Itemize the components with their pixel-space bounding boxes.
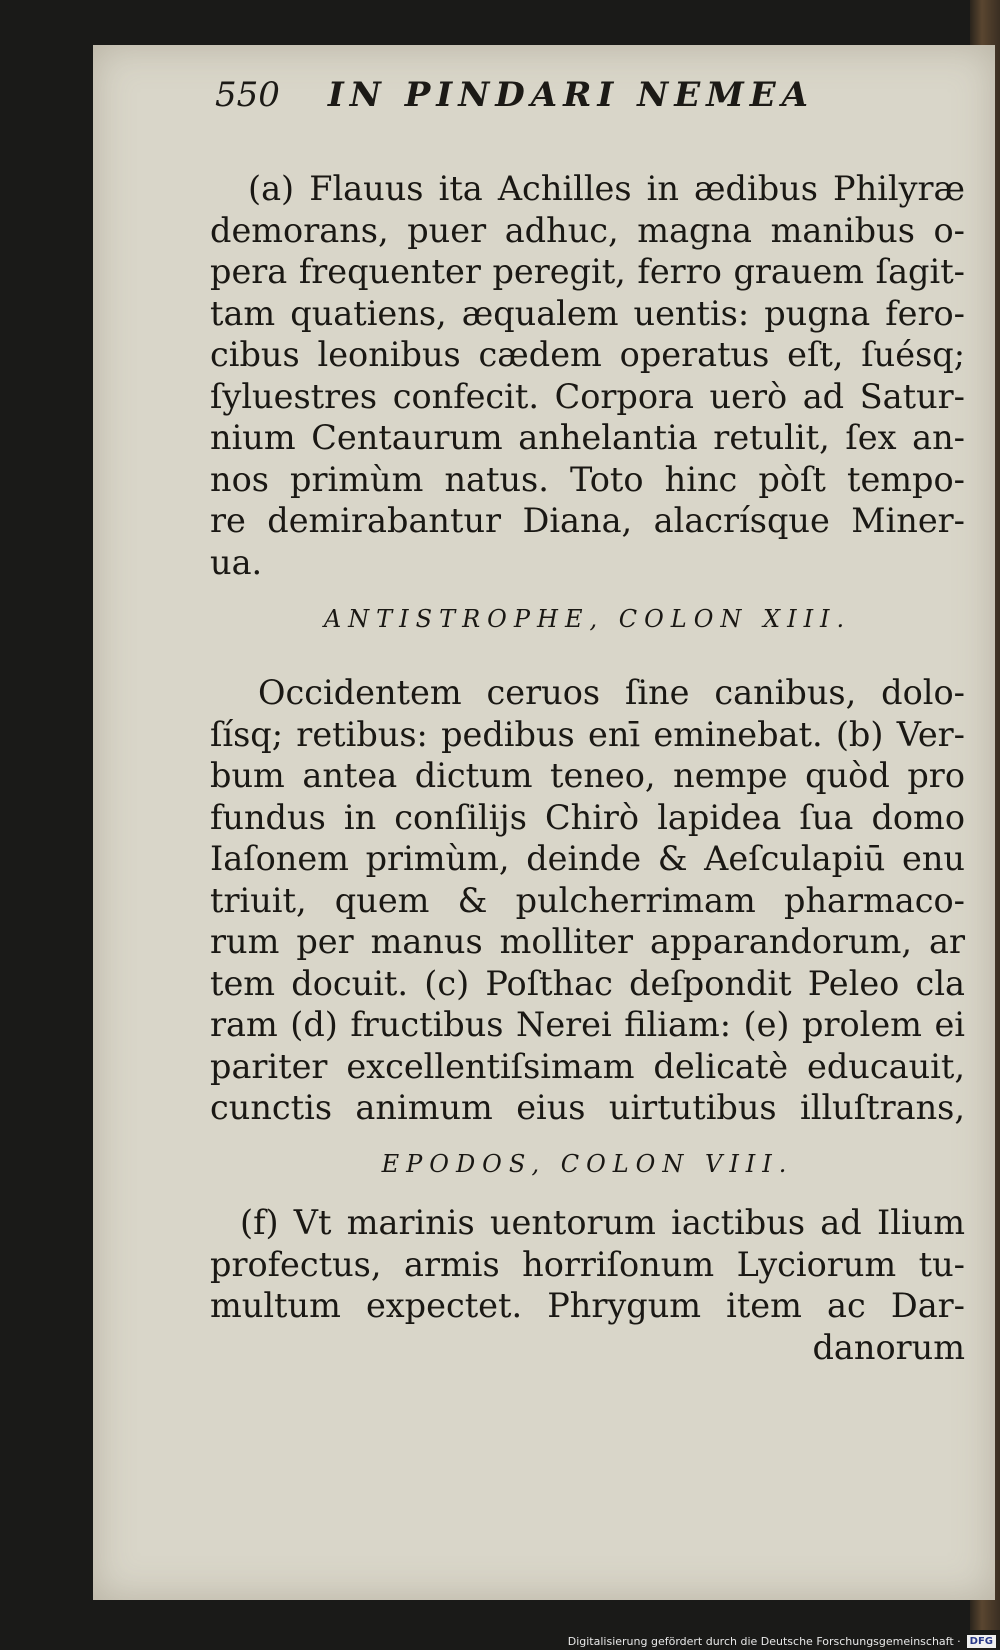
- text-line: pariter excellentiſsimam delicatè educauit,: [210, 1046, 965, 1086]
- text-line: tam quatiens, æqualem uentis: pugna fero-: [210, 293, 965, 333]
- text-line: fundus in conſilijs Chirò lapidea ſua domo: [210, 797, 965, 837]
- text-line: re demirabantur Diana, alacrísque Miner-: [210, 501, 965, 540]
- text-line: Occidentem ceruos ſine canibus, dolo-: [258, 673, 965, 712]
- text-line: ſyluestres confecit. Corpora uerò ad Satur-: [210, 376, 965, 416]
- text-line: profectus, armis horriſonum Lyciorum tu-: [210, 1244, 965, 1284]
- text-line: triuit, quem & pulcherrimam pharmaco-: [210, 880, 965, 920]
- text-line: Iaſonem primùm, deinde & Aeſculapiū enu: [210, 839, 965, 878]
- text-line: (a) Flauus ita Achilles in ædibus Philyræ: [248, 169, 965, 208]
- page-header: [215, 75, 925, 133]
- running-title: IN PINDARI NEMEA: [327, 75, 815, 115]
- section-heading-antistrophe: ANTISTROPHE, COLON XIII.: [323, 605, 852, 633]
- text-line: pera frequenter peregit, ferro grauem ſagit-: [210, 252, 965, 291]
- paragraph-3: [210, 1202, 965, 1368]
- paragraph-1: [210, 168, 965, 583]
- text-line: cibus leonibus cædem operatus eſt, ſuésq;: [210, 335, 965, 374]
- text-line: bum antea dictum teneo, nempe quòd pro: [210, 756, 965, 795]
- text-line: nos primùm natus. Toto hinc pòſt tempo-: [210, 459, 965, 499]
- text-line: cunctis animum eius uirtutibus illuſtrans,: [210, 1088, 965, 1127]
- digitization-credit: Digitalisierung gefördert durch die Deutsche Forschungsgemeinschaft ·: [567, 1634, 961, 1648]
- text-line: ram (d) fructibus Nerei filiam: (e) prolem ei: [210, 1005, 965, 1044]
- page-number: 550: [215, 75, 280, 115]
- text-line: rum per manus molliter apparandorum, ar: [210, 922, 965, 961]
- text-line: (f) Vt marinis uentorum iactibus ad Ilium: [240, 1203, 965, 1242]
- catchword: danorum: [812, 1327, 965, 1367]
- text-line: ſísq; retibus: pedibus enī eminebat. (b) Ver-: [210, 714, 965, 754]
- text-line: tem docuit. (c) Poſthac deſpondit Peleo cla: [210, 963, 965, 1003]
- digitization-credit-bar: [0, 1632, 1000, 1650]
- paragraph-2: [210, 672, 965, 1129]
- dfg-logo: DFG: [967, 1635, 996, 1648]
- text-line: nium Centaurum anhelantia retulit, ſex an-: [210, 418, 965, 457]
- text-line: ua.: [210, 542, 263, 582]
- text-line: demorans, puer adhuc, magna manibus o-: [210, 210, 965, 250]
- text-line: multum expectet. Phrygum item ac Dar-: [210, 1286, 965, 1325]
- section-heading-epodos: EPODOS, COLON VIII.: [381, 1150, 794, 1178]
